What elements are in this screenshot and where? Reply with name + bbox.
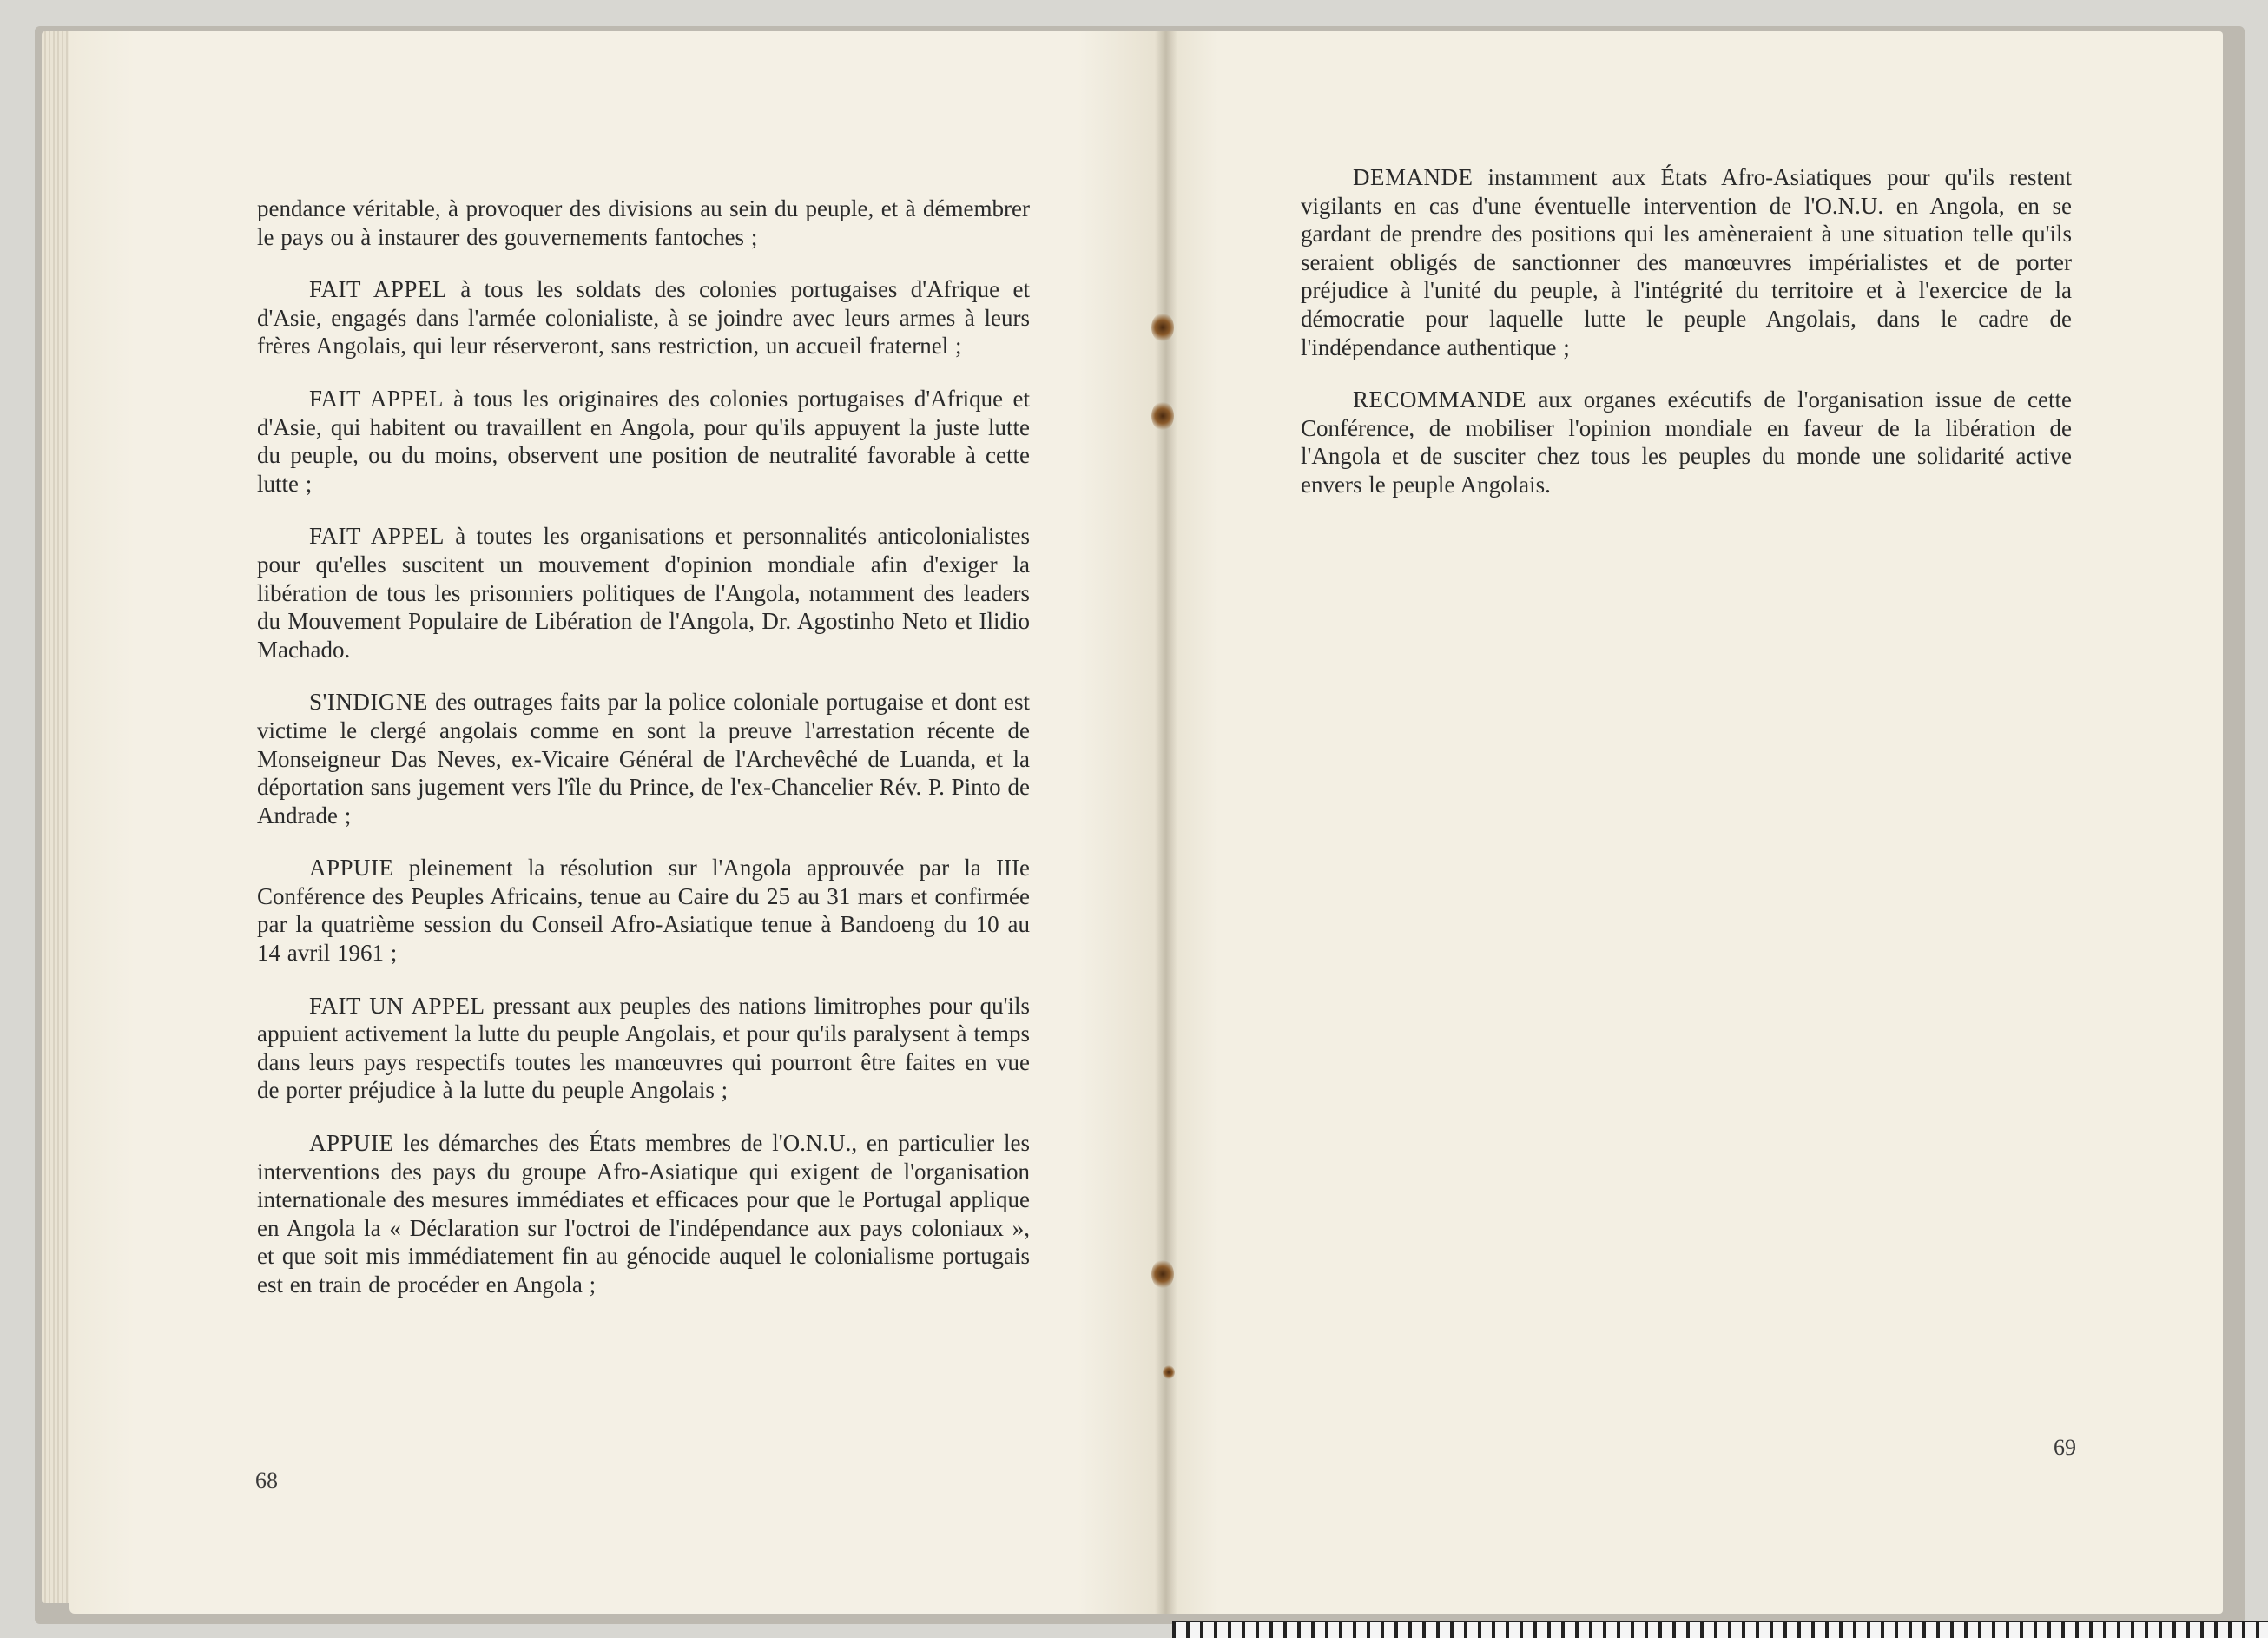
paragraph-keyword: DEMANDE <box>1353 164 1474 190</box>
paragraph <box>257 385 1030 498</box>
page-number-right: 69 <box>2054 1435 2076 1460</box>
paragraph-text: à toutes les organisations et personnalités anticolonialistes pour qu'elles suscitent un mouvement d'opinion mondiale afin d'exiger la libération de tous les prisonniers politiques de l'Angola, notamment des leaders du Mouvement Populaire de Libération de l'Angola, Dr. Agostinho Neto et Ilidio Machado. <box>257 523 1030 663</box>
binding-hole <box>1151 401 1174 431</box>
paragraph <box>257 688 1030 829</box>
binding-hole <box>1151 313 1174 342</box>
paragraph-text: pressant aux peuples des nations limitrophes pour qu'ils appuient activement la lutte du peuple Angolais, et pour qu'ils paralysent à temps dans leurs pays respectifs toutes les manœuvres qui pourront être faites en vue de porter préjudice à la lutte du peuple Angolais ; <box>257 992 1030 1104</box>
right-page-text <box>1301 163 2072 524</box>
binding-hole <box>1151 1259 1174 1289</box>
paragraph-text: à tous les originaires des colonies portugaises d'Afrique et d'Asie, qui habitent ou travaillent en Angola, pour qu'ils appuyent la juste lutte du peuple, ou du moins, observent une position de neutralité favorable à cette lutte ; <box>257 385 1030 497</box>
paragraph <box>257 992 1030 1105</box>
paragraph <box>257 854 1030 967</box>
paragraph-keyword: FAIT UN APPEL <box>309 992 485 1019</box>
paragraph-text: pleinement la résolution sur l'Angola approuvée par la IIIe Conférence des Peuples Africains, tenue au Caire du 25 au 31 mars et confirmée par la quatrième session du Conseil Afro-Asiatique tenue à Bandoeng du 10 au 14 avril 1961 ; <box>257 855 1030 967</box>
paragraph <box>257 275 1030 360</box>
paragraph-text: aux organes exécutifs de l'organisation issue de cette Conférence, de mobiliser l'opinion mondiale en faveur de la libération de l'Angola et de susciter chez tous les peuples du monde une solidarité active envers le peuple Angolais. <box>1301 386 2072 498</box>
paragraph-keyword: FAIT APPEL <box>309 385 444 412</box>
paragraph-text: instamment aux États Afro-Asiatiques pour qu'ils restent vigilants en cas d'une éventuelle intervention de l'O.N.U. en Angola, en se gardant de prendre des positions qui les amèneraient à une situation telle qu'ils seraient obligés de sanctionner des manœuvres impérialistes et de porter préjudice à l'unité du peuple, à l'intégrité du territoire et à l'exercice de la démocratie pour laquelle lutte le peuple Angolais, dans le cadre de l'indépendance authentique ; <box>1301 164 2072 360</box>
paragraph-keyword: APPUIE <box>309 855 394 882</box>
paragraph-text: les démarches des États membres de l'O.N.U., en particulier les interventions des pays du groupe Afro-Asiatique qui exigent de l'organisation internationale des mesures immédiates et efficaces pour que le Portugal applique en Angola la « Déclaration sur l'octroi de l'indépendance aux pays coloniaux », et que soit mis immédiatement fin au génocide auquel le colonialisme portugais est en train de procéder en Angola ; <box>257 1130 1030 1298</box>
paragraph-text: à tous les soldats des colonies portugaises d'Afrique et d'Asie, engagés dans l'armée colonialiste, à se joindre avec leurs armes à leurs frères Angolais, qui leur réserveront, sans restriction, un accueil fraternel ; <box>257 276 1030 360</box>
left-page-text <box>257 195 1030 1324</box>
paragraph-keyword: FAIT APPEL <box>309 523 445 550</box>
paragraph <box>257 195 1030 251</box>
paragraph <box>257 522 1030 664</box>
paragraph-text: pendance véritable, à provoquer des divisions au sein du peuple, et à démembrer le pays ou à instaurer des gouvernements fantoches ; <box>257 195 1030 250</box>
paragraph-keyword: FAIT APPEL <box>309 276 447 303</box>
paragraph-keyword: S'INDIGNE <box>309 689 428 716</box>
paragraph-keyword: RECOMMANDE <box>1353 386 1527 413</box>
paragraph <box>1301 386 2072 499</box>
scan-ruler <box>1172 1621 2268 1638</box>
paragraph-text: des outrages faits par la police coloniale portugaise et dont est victime le clergé angolais comme en sont la preuve l'arrestation récente de Monseigneur Das Neves, ex-Vicaire Général de l'Archevêché de Luanda, et la déportation sans jugement vers l'île du Prince, de l'ex-Chancelier Rév. P. Pinto de Andrade ; <box>257 689 1030 829</box>
paragraph <box>1301 163 2072 361</box>
page-number-left: 68 <box>255 1468 278 1493</box>
paragraph-keyword: APPUIE <box>309 1130 394 1157</box>
binding-hole <box>1163 1365 1175 1379</box>
paragraph <box>257 1129 1030 1299</box>
